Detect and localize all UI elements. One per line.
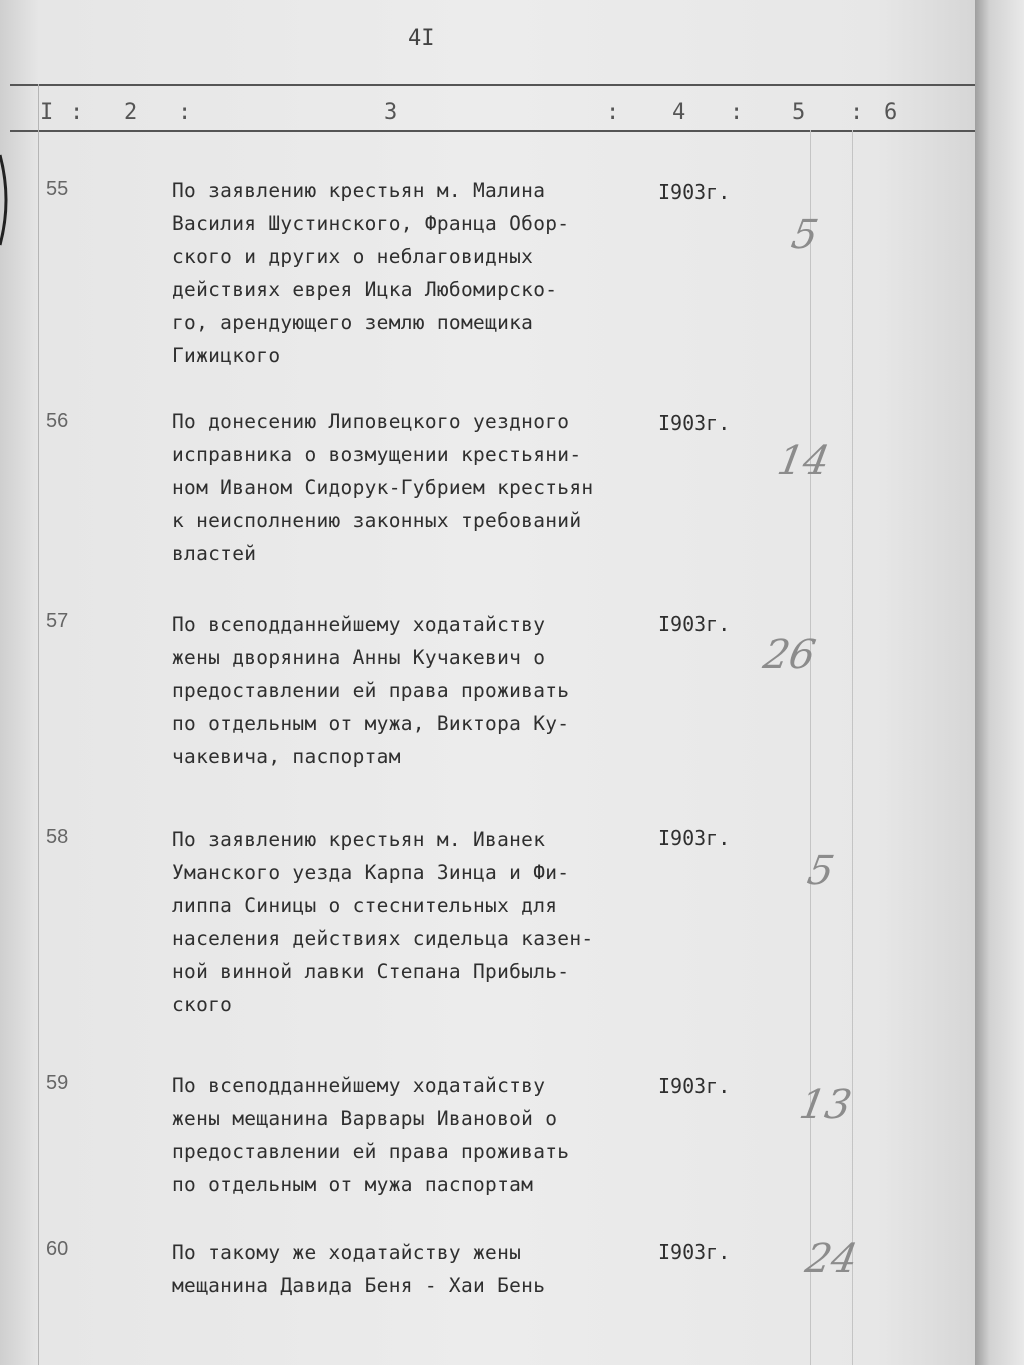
column-header-6: 6 — [884, 100, 898, 125]
entry-number: 60 — [46, 1238, 69, 1260]
entry-number: 55 — [46, 178, 69, 200]
entry-page-count: 13 — [795, 1082, 855, 1128]
column-separator: : — [606, 100, 620, 125]
column-header-4: 4 — [672, 100, 686, 125]
header-top-rule — [10, 84, 975, 86]
entry-year: I903г. — [658, 1074, 731, 1098]
entry-page-count: 14 — [773, 438, 833, 484]
column-divider — [810, 130, 811, 1365]
entry-page-count: 5 — [787, 212, 822, 258]
entry-description: По всеподданнейшему ходатайству жены мещанина Варвары Ивановой о предоставлении ей права проживать по отдельным от мужа паспортам — [172, 1074, 570, 1196]
entry-number: 58 — [46, 826, 69, 848]
entry-year: I903г. — [658, 826, 731, 850]
header-bottom-rule — [10, 130, 975, 132]
column-divider — [38, 84, 39, 1365]
entry-description: По заявлению крестьян м. Иванек Уманского уезда Карпа Зинца и Фи- липпа Синицы о стеснительных для населения действиях сидельца казен- ной винной лавки Степана Прибыль- ского — [172, 828, 594, 1016]
entry-year: I903г. — [658, 1240, 731, 1264]
entry-description: По заявлению крестьян м. Малина Василия Шустинского, Франца Обор- ского и других о неблаговидных действиях еврея Ицка Любомирско- го, арендующего землю помещика Гижицкого — [172, 179, 570, 367]
entry-year: I903г. — [658, 411, 731, 435]
column-header-5: 5 — [792, 100, 806, 125]
entry-description: По такому же ходатайству жены мещанина Давида Беня - Хаи Бень — [172, 1241, 546, 1297]
entry-description: По донесению Липовецкого уездного исправника о возмущении крестьяни- ном Иваном Сидорук-Губрием крестьян к неисполнению законных требований властей — [172, 410, 594, 565]
entry-year: I903г. — [658, 180, 731, 204]
column-header-2: 2 — [124, 100, 138, 125]
page-number: 4I — [408, 26, 435, 51]
column-divider — [852, 130, 853, 1365]
adjacent-page-edge — [975, 0, 1024, 1365]
binding-ring — [0, 150, 14, 250]
entry-year: I903г. — [658, 612, 731, 636]
entry-page-count: 26 — [759, 632, 819, 678]
entry-number: 57 — [46, 610, 69, 632]
column-separator: : — [178, 100, 192, 125]
entry-description: По всеподданнейшему ходатайству жены дворянина Анны Кучакевич о предоставлении ей права проживать по отдельным от мужа, Виктора Ку- чакевича, паспортам — [172, 613, 570, 768]
column-separator: : — [70, 100, 84, 125]
entry-number: 56 — [46, 410, 69, 432]
column-header-1: I — [40, 100, 54, 125]
column-header-3: 3 — [384, 100, 398, 125]
entry-page-count: 24 — [801, 1236, 861, 1282]
entry-number: 59 — [46, 1072, 69, 1094]
entry-page-count: 5 — [803, 848, 838, 894]
column-separator: : — [730, 100, 744, 125]
column-separator: : — [850, 100, 864, 125]
